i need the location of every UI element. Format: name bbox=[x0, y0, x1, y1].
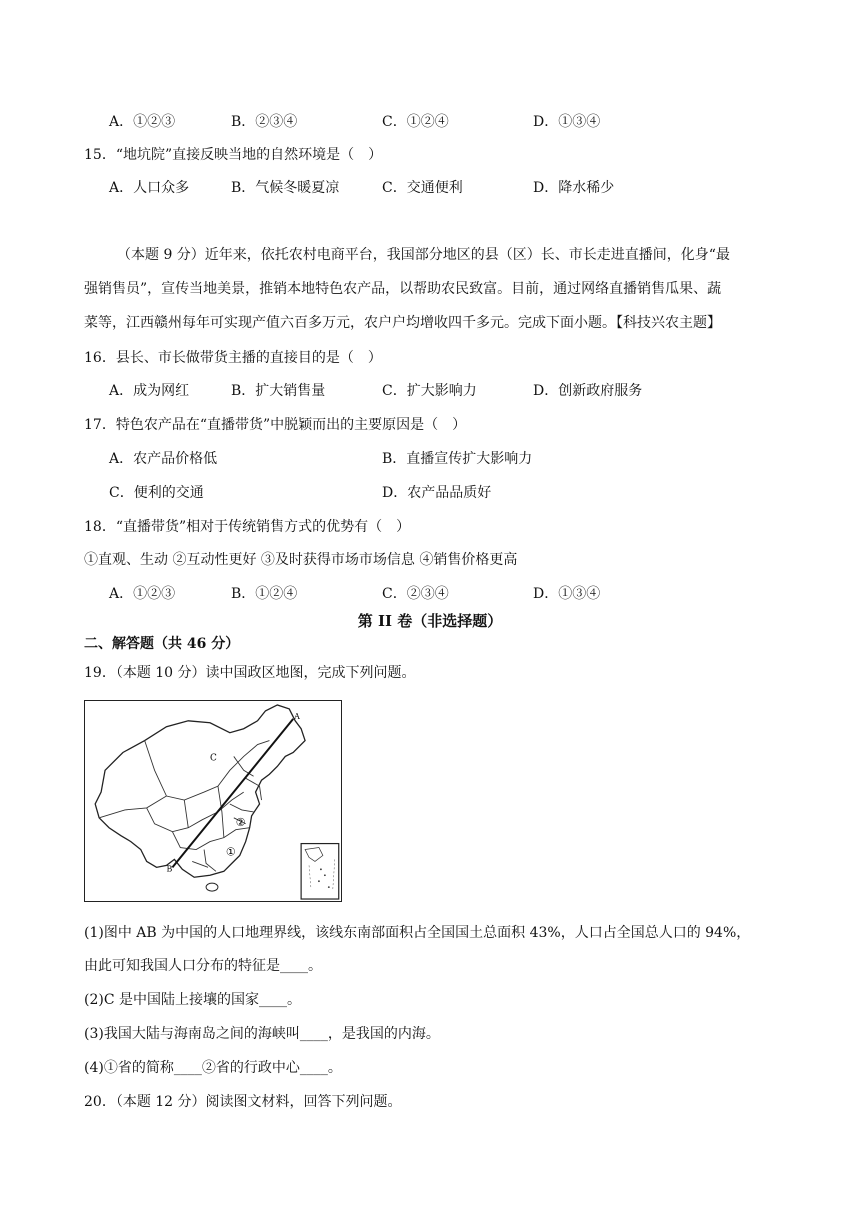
q18-stem: 18．“直播带货”相对于传统销售方式的优势有（ ） bbox=[84, 519, 411, 535]
q18-option-a: A．①②③ bbox=[109, 586, 176, 602]
q15-option-d: D．降水稀少 bbox=[533, 180, 615, 196]
china-map-figure bbox=[84, 700, 342, 902]
q14-option-b: B．②③④ bbox=[231, 114, 298, 130]
q17-option-d: D．农产品品质好 bbox=[382, 485, 492, 501]
label-province-2: ② bbox=[235, 815, 246, 829]
q19-sub1-line2: 由此可知我国人口分布的特征是____。 bbox=[84, 958, 322, 974]
q17-option-c: C．便利的交通 bbox=[109, 485, 204, 501]
q18-option-d: D．①③④ bbox=[533, 586, 601, 602]
section-2-subtitle: 二、解答题（共 46 分） bbox=[84, 636, 240, 652]
q16-stem: 16．县长、市长做带货主播的直接目的是（ ） bbox=[84, 350, 382, 366]
q17-option-b: B．直播宣传扩大影响力 bbox=[382, 451, 533, 467]
label-province-1: ① bbox=[225, 845, 236, 859]
q16-option-b: B．扩大销售量 bbox=[231, 383, 326, 399]
q16-option-d: D．创新政府服务 bbox=[533, 383, 643, 399]
q19-sub3: (3)我国大陆与海南岛之间的海峡叫____，是我国的内海。 bbox=[84, 1026, 440, 1042]
label-c: C bbox=[210, 753, 217, 764]
q14-option-a: A．①②③ bbox=[109, 114, 176, 130]
q18-items: ①直观、生动 ②互动性更好 ③及时获得市场市场信息 ④销售价格更高 bbox=[84, 552, 518, 568]
passage-line-1: （本题 9 分）近年来，依托农村电商平台，我国部分地区的县（区）长、市长走进直播间，化身“最 bbox=[117, 247, 730, 263]
q15-option-b: B．气候冬暖夏凉 bbox=[231, 180, 340, 196]
south-china-sea-inset bbox=[301, 844, 339, 899]
q19-sub2: (2)C 是中国陆上接壤的国家____。 bbox=[84, 992, 301, 1008]
passage-line-3: 菜等，江西赣州每年可实现产值六百多万元，农户户均增收四千多元。完成下面小题。【科技兴农主题】 bbox=[84, 315, 721, 331]
q19-stem: 19．（本题 10 分）读中国政区地图，完成下列问题。 bbox=[84, 665, 416, 681]
passage-line-2: 强销售员”，宣传当地美景，推销本地特色农产品，以帮助农民致富。目前，通过网络直播销售瓜果、蔬 bbox=[84, 281, 722, 297]
q17-option-a: A．农产品价格低 bbox=[109, 451, 218, 467]
q14-option-c: C．①②④ bbox=[382, 114, 449, 130]
q19-sub1-line1: (1)图中 AB 为中国的人口地理界线，该线东南部面积占全国国土总面积 43%，人口占全国总人口的 94%， bbox=[84, 925, 751, 941]
q19-sub4: (4)①省的简称____②省的行政中心____。 bbox=[84, 1060, 342, 1076]
china-map bbox=[85, 701, 341, 901]
q15-stem: 15．“地坑院”直接反映当地的自然环境是（ ） bbox=[84, 147, 383, 163]
hainan-island bbox=[206, 883, 218, 891]
q17-stem: 17．特色农产品在“直播带货”中脱颖而出的主要原因是（ ） bbox=[84, 417, 467, 433]
label-b: B bbox=[166, 864, 173, 874]
q15-option-a: A．人口众多 bbox=[109, 180, 190, 196]
q14-option-d: D．①③④ bbox=[533, 114, 601, 130]
section-2-title: 第 II 卷（非选择题） bbox=[357, 612, 503, 630]
label-a: A bbox=[294, 711, 300, 721]
q18-option-c: C．②③④ bbox=[382, 586, 449, 602]
q20-stem: 20．（本题 12 分）阅读图文材料，回答下列问题。 bbox=[84, 1094, 402, 1110]
q16-option-c: C．扩大影响力 bbox=[382, 383, 477, 399]
q18-option-b: B．①②④ bbox=[231, 586, 298, 602]
china-outline bbox=[95, 705, 305, 877]
q16-option-a: A．成为网红 bbox=[109, 383, 190, 399]
q15-option-c: C．交通便利 bbox=[382, 180, 463, 196]
